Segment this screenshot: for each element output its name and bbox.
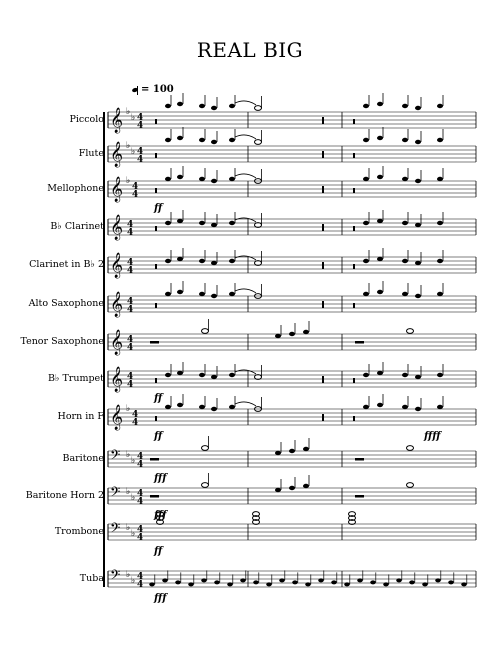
note-head xyxy=(377,371,383,375)
flat-icon: ♭ xyxy=(131,147,136,157)
note-head xyxy=(188,582,194,586)
dynamic-marking: fff xyxy=(154,473,167,484)
note-head xyxy=(437,292,443,296)
tie xyxy=(235,256,256,260)
half-note xyxy=(255,375,262,380)
note-head xyxy=(165,177,171,181)
tie xyxy=(235,101,256,105)
eighth-rest xyxy=(353,303,355,308)
instrument-label: B♭ Trumpet xyxy=(47,373,104,384)
time-signature-bottom: 4 xyxy=(132,418,139,428)
treble-clef-icon: 𝄞 xyxy=(110,253,124,278)
treble-clef-icon: 𝄞 xyxy=(110,367,124,392)
note-head xyxy=(370,580,376,584)
note-head xyxy=(165,138,171,142)
instrument-label: Flute xyxy=(78,148,104,159)
note-head xyxy=(253,580,259,584)
note-head xyxy=(415,375,421,379)
note-head xyxy=(165,259,171,263)
note-head xyxy=(211,407,217,411)
time-signature-top: 4 xyxy=(137,452,144,462)
instrument-label: Tenor Saxophone xyxy=(20,336,104,347)
note-head xyxy=(305,582,311,586)
half-rest xyxy=(150,458,159,461)
time-signature-top: 4 xyxy=(127,335,134,345)
note-head xyxy=(199,221,205,225)
note-head xyxy=(437,405,443,409)
instrument-label: Tuba xyxy=(79,573,104,584)
time-signature-bottom: 4 xyxy=(127,228,134,238)
time-signature-top: 4 xyxy=(137,147,144,157)
quarter-rest xyxy=(322,186,324,193)
note-head xyxy=(289,486,295,490)
tempo-value: = 100 xyxy=(141,84,174,95)
eighth-rest xyxy=(353,416,355,421)
eighth-rest xyxy=(155,119,157,124)
note-head xyxy=(165,405,171,409)
note-head xyxy=(363,259,369,263)
dynamic-marking: ff xyxy=(154,393,163,404)
note-head xyxy=(363,292,369,296)
time-signature-top: 4 xyxy=(137,572,144,582)
time-signature-bottom: 4 xyxy=(137,460,144,470)
note-head xyxy=(211,140,217,144)
treble-clef-icon: 𝄞 xyxy=(110,215,124,240)
note-head xyxy=(279,578,285,582)
note-head xyxy=(437,221,443,225)
note-head xyxy=(303,330,309,334)
note-head xyxy=(165,292,171,296)
note-head xyxy=(415,179,421,183)
note-head xyxy=(363,138,369,142)
time-signature-bottom: 4 xyxy=(132,190,139,200)
instrument-label: Alto Saxophone xyxy=(28,298,104,309)
note-head xyxy=(177,102,183,106)
half-note xyxy=(407,483,414,488)
note-head xyxy=(435,578,441,582)
note-head xyxy=(199,292,205,296)
time-signature-top: 4 xyxy=(127,220,134,230)
dynamic-marking: fff xyxy=(154,510,167,521)
note-head xyxy=(211,223,217,227)
note-head xyxy=(422,582,428,586)
note-head xyxy=(303,447,309,451)
note-head xyxy=(383,582,389,586)
instrument-label: Clarinet in B♭ 2 xyxy=(29,259,104,270)
quarter-rest xyxy=(322,117,324,124)
note-head xyxy=(165,104,171,108)
note-head xyxy=(162,578,168,582)
note-head xyxy=(229,259,235,263)
half-note xyxy=(255,223,262,228)
eighth-rest xyxy=(155,226,157,231)
instrument-label: Piccolo xyxy=(69,114,104,125)
bass-clef-icon: 𝄢 xyxy=(110,567,121,586)
time-signature-top: 4 xyxy=(127,372,134,382)
time-signature-top: 4 xyxy=(132,182,139,192)
note-head xyxy=(415,223,421,227)
note-head xyxy=(227,582,233,586)
time-signature-bottom: 4 xyxy=(127,266,134,276)
half-rest xyxy=(150,495,159,498)
note-head xyxy=(211,375,217,379)
note-head xyxy=(275,488,281,492)
note-head xyxy=(415,106,421,110)
half-note xyxy=(407,329,414,334)
note-head xyxy=(415,407,421,411)
note-head xyxy=(363,373,369,377)
note-head xyxy=(229,373,235,377)
bass-clef-icon: 𝄢 xyxy=(110,520,121,539)
half-rest xyxy=(355,341,364,344)
quarter-rest xyxy=(322,224,324,231)
instrument-label: B♭ Clarinet xyxy=(50,221,104,232)
flat-icon: ♭ xyxy=(126,487,131,497)
flat-icon: ♭ xyxy=(126,523,131,533)
half-rest xyxy=(355,495,364,498)
bass-clef-icon: 𝄢 xyxy=(110,447,121,466)
eighth-rest xyxy=(155,188,157,193)
eighth-rest xyxy=(353,378,355,383)
dynamic-marking: fff xyxy=(154,593,167,604)
note-head xyxy=(199,104,205,108)
time-signature-bottom: 4 xyxy=(137,497,144,507)
half-note xyxy=(202,329,209,334)
instrument-label: Trombone xyxy=(54,526,104,537)
note-head xyxy=(318,578,324,582)
eighth-rest xyxy=(155,153,157,158)
note-head xyxy=(437,259,443,263)
time-signature-bottom: 4 xyxy=(137,533,144,543)
instrument-label: Baritone xyxy=(62,453,104,464)
note-head xyxy=(275,451,281,455)
quarter-rest xyxy=(322,376,324,383)
note-head xyxy=(177,290,183,294)
tie xyxy=(235,218,256,222)
eighth-rest xyxy=(353,119,355,124)
note-head xyxy=(331,580,337,584)
note-head xyxy=(377,257,383,261)
note-head xyxy=(402,104,408,108)
note-head xyxy=(363,177,369,181)
eighth-rest xyxy=(353,226,355,231)
half-note xyxy=(255,140,262,145)
note-head xyxy=(415,140,421,144)
score-title: REAL BIG xyxy=(196,38,304,62)
note-head xyxy=(415,294,421,298)
note-head xyxy=(415,261,421,265)
note-head xyxy=(448,580,454,584)
note-head xyxy=(377,290,383,294)
note-head xyxy=(177,136,183,140)
treble-clef-icon: 𝄞 xyxy=(110,330,124,355)
note-head xyxy=(292,580,298,584)
flat-icon: ♭ xyxy=(126,107,131,117)
note-head xyxy=(229,221,235,225)
note-head xyxy=(199,373,205,377)
note-head xyxy=(396,578,402,582)
note-head xyxy=(437,373,443,377)
time-signature-top: 4 xyxy=(137,489,144,499)
note-head xyxy=(377,219,383,223)
treble-clef-icon: 𝄞 xyxy=(110,142,124,167)
eighth-rest xyxy=(353,188,355,193)
eighth-rest xyxy=(155,264,157,269)
note-head xyxy=(437,177,443,181)
instrument-label: Mellophone xyxy=(47,183,104,194)
flat-icon: ♭ xyxy=(131,576,136,586)
dynamic-marking: ffff xyxy=(424,431,441,442)
note-head xyxy=(402,177,408,181)
note-head xyxy=(175,580,181,584)
eighth-rest xyxy=(353,153,355,158)
note-head xyxy=(177,371,183,375)
tie xyxy=(235,135,256,139)
flat-icon: ♭ xyxy=(126,404,131,414)
note-head xyxy=(357,578,363,582)
dynamic-marking: ff xyxy=(154,203,163,214)
quarter-rest xyxy=(322,301,324,308)
note-head xyxy=(344,582,350,586)
instrument-label: Baritone Horn 2 xyxy=(25,490,104,501)
quarter-rest xyxy=(322,262,324,269)
flat-icon: ♭ xyxy=(131,493,136,503)
eighth-rest xyxy=(155,303,157,308)
eighth-rest xyxy=(155,378,157,383)
note-head xyxy=(177,175,183,179)
time-signature-top: 4 xyxy=(127,297,134,307)
note-head xyxy=(409,580,415,584)
tie xyxy=(235,370,256,374)
time-signature-bottom: 4 xyxy=(137,121,144,131)
flat-icon: ♭ xyxy=(131,529,136,539)
eighth-rest xyxy=(155,416,157,421)
time-signature-bottom: 4 xyxy=(127,305,134,315)
tie xyxy=(235,289,256,293)
flat-icon: ♭ xyxy=(131,113,136,123)
note-head xyxy=(165,221,171,225)
note-head xyxy=(211,294,217,298)
note-head xyxy=(199,138,205,142)
dynamic-marking: ff xyxy=(154,546,163,557)
treble-clef-icon: 𝄞 xyxy=(110,108,124,133)
note-head xyxy=(229,292,235,296)
half-rest xyxy=(150,341,159,344)
note-head xyxy=(289,449,295,453)
note-head xyxy=(402,221,408,225)
note-head xyxy=(165,373,171,377)
note-head xyxy=(402,138,408,142)
treble-clef-icon: 𝄞 xyxy=(110,292,124,317)
flat-icon: ♭ xyxy=(126,176,131,186)
tie xyxy=(235,174,256,178)
note-head xyxy=(211,179,217,183)
note-head xyxy=(377,136,383,140)
note-head xyxy=(363,104,369,108)
dynamic-marking: ff xyxy=(154,431,163,442)
note-head xyxy=(437,104,443,108)
note-head xyxy=(211,261,217,265)
half-note xyxy=(202,483,209,488)
note-head xyxy=(229,405,235,409)
note-head xyxy=(266,582,272,586)
note-head xyxy=(199,405,205,409)
tie xyxy=(235,402,256,406)
treble-clef-icon: 𝄞 xyxy=(110,177,124,202)
note-head xyxy=(377,403,383,407)
note-head xyxy=(229,138,235,142)
quarter-rest xyxy=(322,414,324,421)
note-head xyxy=(363,221,369,225)
flat-icon: ♭ xyxy=(131,456,136,466)
note-head xyxy=(363,405,369,409)
note-head xyxy=(229,177,235,181)
note-head xyxy=(402,373,408,377)
instrument-label: Horn in F xyxy=(57,411,104,422)
note-head xyxy=(377,102,383,106)
note-head xyxy=(303,484,309,488)
half-rest xyxy=(355,458,364,461)
note-head xyxy=(177,219,183,223)
time-signature-top: 4 xyxy=(127,258,134,268)
note-head xyxy=(201,578,207,582)
note-head xyxy=(377,175,383,179)
note-head xyxy=(199,259,205,263)
note-head xyxy=(275,334,281,338)
time-signature-top: 4 xyxy=(132,410,139,420)
time-signature-bottom: 4 xyxy=(137,580,144,590)
note-head xyxy=(199,177,205,181)
note-head xyxy=(177,257,183,261)
time-signature-bottom: 4 xyxy=(137,155,144,165)
note-head xyxy=(214,580,220,584)
flat-icon: ♭ xyxy=(126,450,131,460)
bass-clef-icon: 𝄢 xyxy=(110,484,121,503)
flat-icon: ♭ xyxy=(126,141,131,151)
note-head xyxy=(402,259,408,263)
half-note xyxy=(255,261,262,266)
note-head xyxy=(177,403,183,407)
note-head xyxy=(402,292,408,296)
note-head xyxy=(437,138,443,142)
note-head xyxy=(211,106,217,110)
half-note xyxy=(255,106,262,111)
time-signature-top: 4 xyxy=(137,113,144,123)
treble-clef-icon: 𝄞 xyxy=(110,405,124,430)
flat-icon: ♭ xyxy=(126,570,131,580)
quarter-rest xyxy=(322,151,324,158)
half-note xyxy=(407,446,414,451)
note-head xyxy=(402,405,408,409)
time-signature-bottom: 4 xyxy=(127,380,134,390)
note-head xyxy=(229,104,235,108)
note-head xyxy=(240,578,246,582)
time-signature-top: 4 xyxy=(137,525,144,535)
note-head xyxy=(149,582,155,586)
note-head xyxy=(461,582,467,586)
half-note xyxy=(202,446,209,451)
note-head xyxy=(289,332,295,336)
eighth-rest xyxy=(353,264,355,269)
time-signature-bottom: 4 xyxy=(127,343,134,353)
